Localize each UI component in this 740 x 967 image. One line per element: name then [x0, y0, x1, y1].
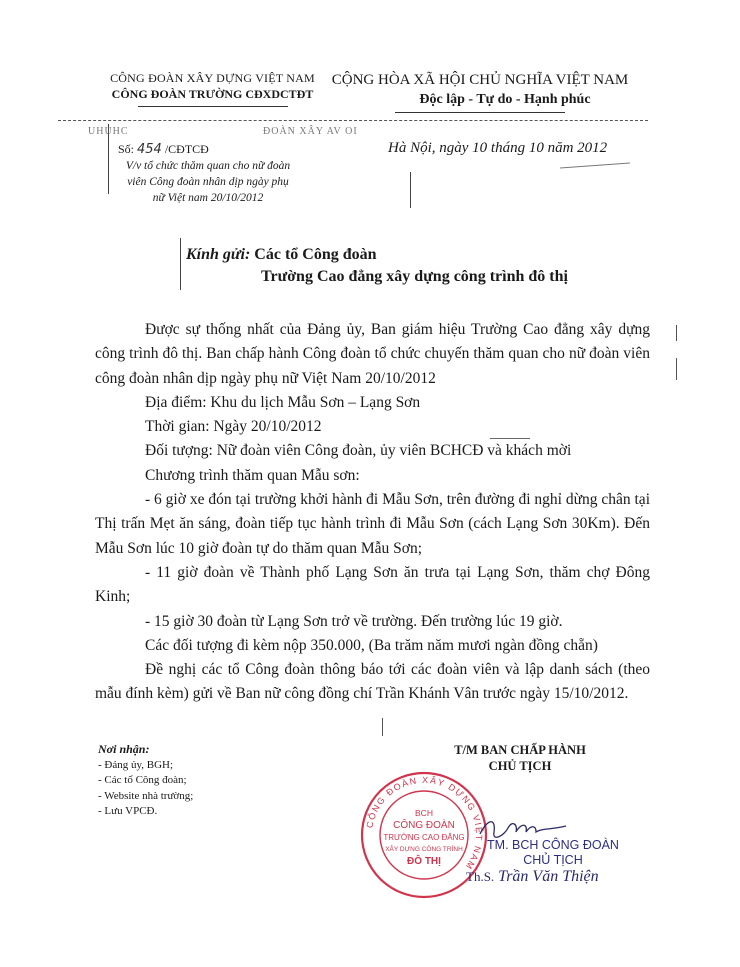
subject-line-2: viên Công đoàn nhân dịp ngày phụ [127, 176, 289, 188]
location-line: Địa điểm: Khu du lịch Mẫu Sơn – Lạng Sơn [145, 393, 421, 411]
nation-line-1: CỘNG HÒA XÃ HỘI CHỦ NGHĨA VIỆT NAM [331, 72, 629, 88]
recipient-block [186, 244, 568, 285]
fee-line: Các đối tượng đi kèm nộp 350.000, (Ba trăm năm mươi ngàn đồng chẵn) [145, 636, 598, 654]
program-title: Chương trình thăm quan Mẫu sơn: [145, 466, 360, 484]
national-heading [330, 70, 630, 113]
org-line-2: CÔNG ĐOÀN TRƯỜNG CĐXDCTĐT [111, 87, 314, 101]
subject-line-3: nữ Việt nam 20/10/2012 [152, 192, 264, 204]
document-number [118, 142, 209, 157]
recipient-line-1: Các tổ Công đoàn [254, 246, 377, 263]
signer-degree: Th.S. [466, 869, 495, 884]
margin-mark [676, 325, 677, 341]
program-item: - 11 giờ đoàn về Thành phố Lạng Sơn ăn trưa tại Lạng Sơn, thăm chợ Đông Kinh; [95, 563, 650, 606]
stamp-dashed-line [58, 120, 648, 121]
program-item: - 6 giờ xe đón tại trường khởi hành đi Mẫu Sơn, trên đường đi nghỉ dừng chân tại Thị trấn Mẹt ăn sáng, đoàn tiếp tục hành trình đi Mẫu Sơn (cách Lạng Sơn 30Km). Đến Mẫu Sơn lúc 10 giờ đoàn tự do thăm quan Mẫu Sơn; [95, 491, 650, 557]
receiver-item: - Đảng ủy, BGH; [98, 758, 174, 771]
seal-text-4: XÂY DỰNG CÔNG TRÌNH [385, 846, 463, 853]
program-item: - 15 giờ 30 đoàn từ Lạng Sơn trở về trường. Đến trường lúc 19 giờ. [145, 612, 563, 630]
signature-line-1: T/M BAN CHẤP HÀNH [454, 743, 586, 757]
number-suffix: /CĐTCĐ [164, 142, 209, 156]
pen-mark [382, 718, 383, 736]
number-label: Số: [118, 142, 135, 156]
receiver-item: - Các tổ Công đoàn; [98, 774, 187, 786]
stamp-title-line-1: TM. BCH CÔNG ĐOÀN [487, 838, 619, 852]
seal-text-1: BCH [415, 808, 433, 818]
recipient-bar [180, 238, 181, 290]
stamp-right-bar [410, 172, 411, 208]
nation-motto: Độc lập - Tự do - Hạnh phúc [419, 92, 591, 107]
receivers-title: Nơi nhận: [98, 742, 150, 756]
margin-mark [676, 358, 677, 380]
motto-underline [395, 112, 565, 113]
receivers-block [98, 742, 193, 820]
issuing-organization [100, 70, 325, 107]
stamp-title-line-2: CHỦ TỊCH [523, 853, 583, 867]
org-line-1: CÔNG ĐOÀN XÂY DỰNG VIỆT NAM [110, 71, 315, 85]
seal-text-5: ĐÔ THỊ [407, 856, 441, 867]
org-underline [138, 106, 288, 107]
receiver-item: - Website nhà trường; [98, 789, 194, 802]
signature-line-2: CHỦ TỊCH [488, 759, 552, 773]
signer-name [466, 868, 599, 886]
stamp-title [478, 838, 628, 868]
request-paragraph: Đề nghị các tổ Công đoàn thông báo tới các đoàn viên và lập danh sách (theo mẫu đính kèm) gửi về Ban nữ công đồng chí Trần Khánh Vân trước ngày 15/10/2012. [95, 661, 650, 703]
faint-stamp-left: UHUHC [88, 126, 129, 137]
time-line: Thời gian: Ngày 20/10/2012 [145, 418, 322, 436]
seal-ring-text: CÔNG ĐOÀN XÂY DỰNG VIỆT NAM [364, 774, 485, 873]
intro-paragraph: Được sự thống nhất của Đảng ủy, Ban giám hiệu Trường Cao đẳng xây dựng công trình đô thị. Ban chấp hành Công đoàn tổ chức chuyến thăm quan cho nữ đoàn viên công đoàn nhân dịp ngày phụ nữ Việt Nam 20/10/2012 [95, 321, 650, 387]
letter-body [95, 318, 650, 707]
issue-date: Hà Nội, ngày 10 tháng 10 năm 2012 [388, 140, 608, 156]
signer-full-name: Trần Văn Thiện [498, 868, 599, 885]
recipient-line-2: Trường Cao đẳng xây dựng công trình đô thị [261, 268, 568, 285]
subject-line [88, 158, 328, 206]
seal-text-3: TRƯỜNG CAO ĐẲNG [383, 833, 465, 842]
recipient-label: Kính gửi: [186, 246, 251, 263]
subject-line-1: V/v tổ chức thăm quan cho nữ đoàn [125, 160, 291, 172]
seal-text-2: CÔNG ĐOÀN [393, 820, 455, 831]
number-handwritten: 454 [137, 142, 162, 157]
receiver-item: - Lưu VPCĐ. [98, 805, 158, 817]
faint-stamp-right: ĐOÀN XÂY AV OI [263, 126, 358, 137]
target-line: Đối tượng: Nữ đoàn viên Công đoàn, ủy viên BCHCĐ và khách mời [145, 442, 572, 460]
